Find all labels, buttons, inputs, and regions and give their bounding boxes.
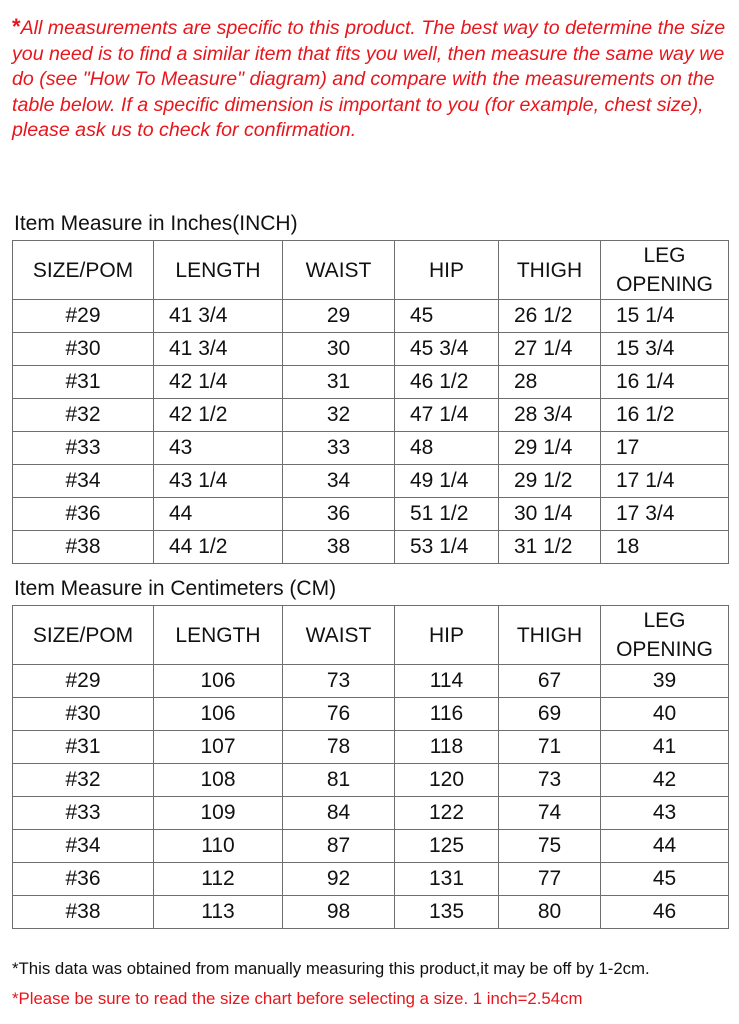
header-thigh: THIGH: [499, 241, 601, 300]
cell-leg-opening: 17 3/4: [601, 498, 729, 531]
cell-hip: 48: [395, 432, 499, 465]
intro-asterisk: *: [12, 14, 21, 39]
intro-disclaimer: [12, 14, 734, 144]
header-size-pom: SIZE/POM: [13, 241, 154, 300]
header-length: LENGTH: [154, 241, 283, 300]
cell-leg-opening: 39: [601, 665, 729, 698]
cell-size: #34: [13, 830, 154, 863]
cell-length: 44: [154, 498, 283, 531]
cell-hip: 53 1/4: [395, 531, 499, 564]
cell-waist: 73: [283, 665, 395, 698]
table-row: [13, 399, 729, 432]
cell-hip: 114: [395, 665, 499, 698]
cell-hip: 125: [395, 830, 499, 863]
cell-size: #30: [13, 333, 154, 366]
cell-leg-opening: 15 1/4: [601, 300, 729, 333]
cm-table-caption: Item Measure in Centimeters (CM): [14, 577, 337, 600]
table-row: [13, 764, 729, 797]
cell-waist: 29: [283, 300, 395, 333]
cell-length: 43: [154, 432, 283, 465]
cm-size-table: [12, 605, 729, 929]
cell-length: 108: [154, 764, 283, 797]
cell-length: 41 3/4: [154, 300, 283, 333]
cell-size: #31: [13, 731, 154, 764]
cell-size: #32: [13, 764, 154, 797]
cell-waist: 36: [283, 498, 395, 531]
cell-waist: 30: [283, 333, 395, 366]
cell-thigh: 27 1/4: [499, 333, 601, 366]
cell-size: #38: [13, 531, 154, 564]
cell-size: #36: [13, 498, 154, 531]
cell-waist: 32: [283, 399, 395, 432]
cell-thigh: 29 1/4: [499, 432, 601, 465]
cell-size: #29: [13, 300, 154, 333]
header-waist: WAIST: [283, 241, 395, 300]
cm-header-row: [13, 606, 729, 665]
table-row: [13, 896, 729, 929]
cell-hip: 116: [395, 698, 499, 731]
cell-thigh: 74: [499, 797, 601, 830]
cell-waist: 92: [283, 863, 395, 896]
cell-hip: 51 1/2: [395, 498, 499, 531]
table-row: [13, 797, 729, 830]
cell-leg-opening: 42: [601, 764, 729, 797]
cell-thigh: 67: [499, 665, 601, 698]
cell-thigh: 73: [499, 764, 601, 797]
header-size-pom: SIZE/POM: [13, 606, 154, 665]
header-length: LENGTH: [154, 606, 283, 665]
cell-hip: 120: [395, 764, 499, 797]
table-row: [13, 731, 729, 764]
cell-length: 42 1/4: [154, 366, 283, 399]
cell-waist: 78: [283, 731, 395, 764]
cell-size: #38: [13, 896, 154, 929]
cell-size: #34: [13, 465, 154, 498]
cell-leg-opening: 16 1/2: [601, 399, 729, 432]
cell-leg-opening: 46: [601, 896, 729, 929]
table-row: [13, 300, 729, 333]
table-row: [13, 333, 729, 366]
table-row: [13, 698, 729, 731]
inch-header-row: [13, 241, 729, 300]
cell-hip: 45: [395, 300, 499, 333]
header-hip: HIP: [395, 241, 499, 300]
cell-size: #31: [13, 366, 154, 399]
cell-leg-opening: 17 1/4: [601, 465, 729, 498]
table-row: [13, 366, 729, 399]
cell-thigh: 28 3/4: [499, 399, 601, 432]
table-row: [13, 465, 729, 498]
intro-text: All measurements are specific to this product. The best way to determine the size you need is to find a similar item that fits you well, then measure the same way we do (see "How To Measure" diagram) and compare with the measurements on the table below. If a specific dimension is important to you (for example, chest size), please ask us to check for confirmation.: [12, 17, 726, 141]
cell-leg-opening: 41: [601, 731, 729, 764]
cell-waist: 34: [283, 465, 395, 498]
cell-size: #36: [13, 863, 154, 896]
cell-length: 41 3/4: [154, 333, 283, 366]
cell-length: 110: [154, 830, 283, 863]
size-chart-warning: *Please be sure to read the size chart before selecting a size. 1 inch=2.54cm: [12, 989, 583, 1008]
inch-table-caption: Item Measure in Inches(INCH): [14, 212, 298, 235]
cell-waist: 33: [283, 432, 395, 465]
cell-waist: 98: [283, 896, 395, 929]
cell-leg-opening: 43: [601, 797, 729, 830]
header-thigh: THIGH: [499, 606, 601, 665]
header-leg-opening: LEG OPENING: [601, 241, 729, 300]
cell-thigh: 77: [499, 863, 601, 896]
cell-hip: 45 3/4: [395, 333, 499, 366]
cell-hip: 135: [395, 896, 499, 929]
cell-thigh: 75: [499, 830, 601, 863]
cell-thigh: 31 1/2: [499, 531, 601, 564]
cell-size: #30: [13, 698, 154, 731]
cell-size: #33: [13, 432, 154, 465]
table-row: [13, 531, 729, 564]
cell-hip: 47 1/4: [395, 399, 499, 432]
cell-leg-opening: 17: [601, 432, 729, 465]
cell-thigh: 29 1/2: [499, 465, 601, 498]
cell-waist: 38: [283, 531, 395, 564]
cell-leg-opening: 15 3/4: [601, 333, 729, 366]
cm-table-body: [13, 665, 729, 929]
cell-length: 106: [154, 665, 283, 698]
cell-hip: 131: [395, 863, 499, 896]
cell-thigh: 80: [499, 896, 601, 929]
cell-thigh: 69: [499, 698, 601, 731]
cell-waist: 31: [283, 366, 395, 399]
cell-length: 107: [154, 731, 283, 764]
cell-waist: 76: [283, 698, 395, 731]
cell-size: #32: [13, 399, 154, 432]
cell-leg-opening: 40: [601, 698, 729, 731]
table-row: [13, 432, 729, 465]
cell-length: 42 1/2: [154, 399, 283, 432]
cell-length: 112: [154, 863, 283, 896]
cell-leg-opening: 18: [601, 531, 729, 564]
cell-hip: 122: [395, 797, 499, 830]
cell-size: #33: [13, 797, 154, 830]
measurement-note: *This data was obtained from manually measuring this product,it may be off by 1-2cm.: [12, 959, 650, 978]
cell-hip: 49 1/4: [395, 465, 499, 498]
cell-size: #29: [13, 665, 154, 698]
inch-table-body: [13, 300, 729, 564]
table-row: [13, 830, 729, 863]
cell-thigh: 71: [499, 731, 601, 764]
cell-length: 44 1/2: [154, 531, 283, 564]
cell-hip: 46 1/2: [395, 366, 499, 399]
cell-thigh: 28: [499, 366, 601, 399]
cell-leg-opening: 44: [601, 830, 729, 863]
table-row: [13, 665, 729, 698]
header-waist: WAIST: [283, 606, 395, 665]
cell-length: 43 1/4: [154, 465, 283, 498]
table-row: [13, 863, 729, 896]
inch-size-table: [12, 240, 729, 564]
cell-length: 109: [154, 797, 283, 830]
cell-thigh: 26 1/2: [499, 300, 601, 333]
cell-hip: 118: [395, 731, 499, 764]
cell-thigh: 30 1/4: [499, 498, 601, 531]
cell-length: 106: [154, 698, 283, 731]
header-hip: HIP: [395, 606, 499, 665]
cell-length: 113: [154, 896, 283, 929]
cell-leg-opening: 45: [601, 863, 729, 896]
cell-waist: 81: [283, 764, 395, 797]
cell-waist: 87: [283, 830, 395, 863]
header-leg-opening: LEG OPENING: [601, 606, 729, 665]
table-row: [13, 498, 729, 531]
cell-waist: 84: [283, 797, 395, 830]
cell-leg-opening: 16 1/4: [601, 366, 729, 399]
